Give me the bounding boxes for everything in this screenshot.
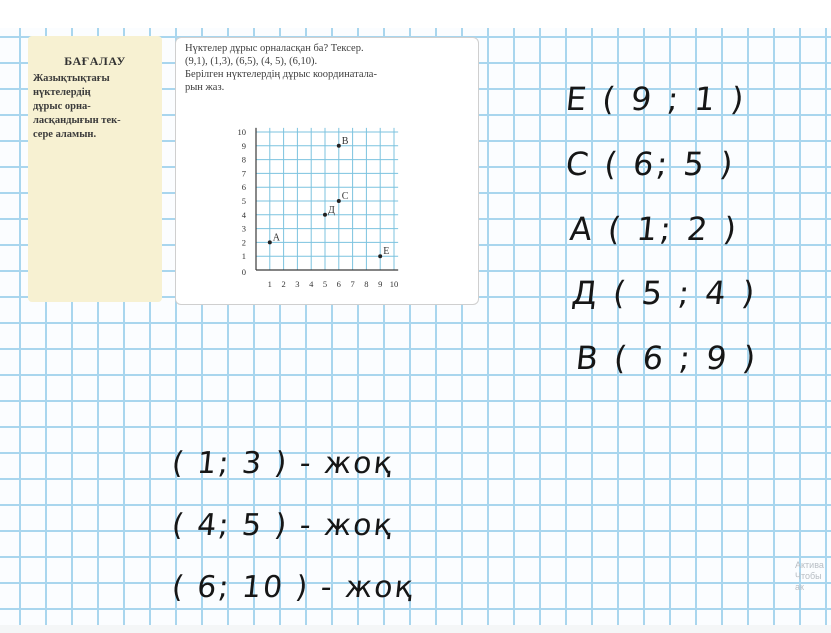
point-B xyxy=(337,144,341,148)
x-tick-label: 8 xyxy=(364,279,369,289)
answer-b: B ( 6 ; 9 ) xyxy=(574,339,761,377)
point-C xyxy=(337,199,341,203)
y-tick-label: 5 xyxy=(241,196,246,206)
watermark-line: Актива xyxy=(795,560,824,570)
point-label-Д: Д xyxy=(328,204,335,216)
y-tick-label: 4 xyxy=(241,209,246,220)
point-Д xyxy=(323,213,327,217)
point-label-B: B xyxy=(341,135,349,147)
watermark-line: Чтобы ак xyxy=(795,571,822,592)
answer-no-2: ( 4; 5 ) - жоқ xyxy=(170,508,396,543)
point-label-C: C xyxy=(341,191,349,202)
origin-label: 0 xyxy=(241,267,246,277)
y-tick-label: 3 xyxy=(241,223,246,234)
x-tick-label: 9 xyxy=(378,279,383,289)
x-tick-label: 2 xyxy=(281,279,286,289)
task-line: рын жаз. xyxy=(185,82,225,93)
answer-c: C ( 6; 5 ) xyxy=(564,145,738,183)
point-A xyxy=(268,240,272,244)
activation-watermark xyxy=(795,560,831,593)
y-tick-label: 7 xyxy=(241,168,246,179)
assessment-title: БАҒАЛАУ xyxy=(64,54,126,68)
bottom-margin xyxy=(0,625,831,633)
assessment-line: дұрыс орна- xyxy=(33,101,91,112)
point-label-A: A xyxy=(272,232,281,244)
top-margin xyxy=(0,0,831,28)
answer-d: Д ( 5 ; 4 ) xyxy=(570,274,760,312)
task-line: Берілген нүктелердің дұрыс координатала- xyxy=(185,69,377,80)
answer-e: E ( 9 ; 1 ) xyxy=(564,80,749,118)
assessment-line: сере аламын. xyxy=(33,129,97,140)
x-tick-label: 5 xyxy=(322,279,328,289)
y-tick-label: 9 xyxy=(241,140,246,151)
task-line: (9,1), (1,3), (6,5), (4, 5), (6,10). xyxy=(185,56,318,67)
assessment-line: ласқандығын тек- xyxy=(33,115,121,126)
assessment-line: нүктелердің xyxy=(33,87,91,98)
answer-no-1: ( 1; 3 ) - жоқ xyxy=(170,446,396,481)
x-tick-label: 4 xyxy=(309,279,314,289)
point-E xyxy=(378,254,382,258)
answer-a: A ( 1; 2 ) xyxy=(568,210,742,248)
assessment-line: Жазықтықтағы xyxy=(33,73,110,84)
x-tick-label: 6 xyxy=(336,279,341,289)
assessment-text xyxy=(33,72,159,142)
x-tick-label: 7 xyxy=(350,279,355,289)
y-tick-label: 10 xyxy=(237,127,246,137)
x-tick-label: 3 xyxy=(295,279,300,289)
task-line: Нүктелер дұрыс орналасқан ба? Тексер. xyxy=(185,43,364,54)
x-tick-label: 10 xyxy=(389,279,399,289)
task-card xyxy=(175,37,479,305)
coordinate-chart xyxy=(176,38,478,304)
assessment-box xyxy=(28,36,162,302)
y-tick-label: 6 xyxy=(241,182,246,193)
x-tick-label: 1 xyxy=(267,279,272,289)
point-label-E: E xyxy=(383,246,390,258)
y-tick-label: 2 xyxy=(241,237,246,248)
y-tick-label: 1 xyxy=(241,251,246,262)
y-tick-label: 8 xyxy=(241,154,246,165)
answer-no-3: ( 6; 10 ) - жоқ xyxy=(170,570,417,605)
